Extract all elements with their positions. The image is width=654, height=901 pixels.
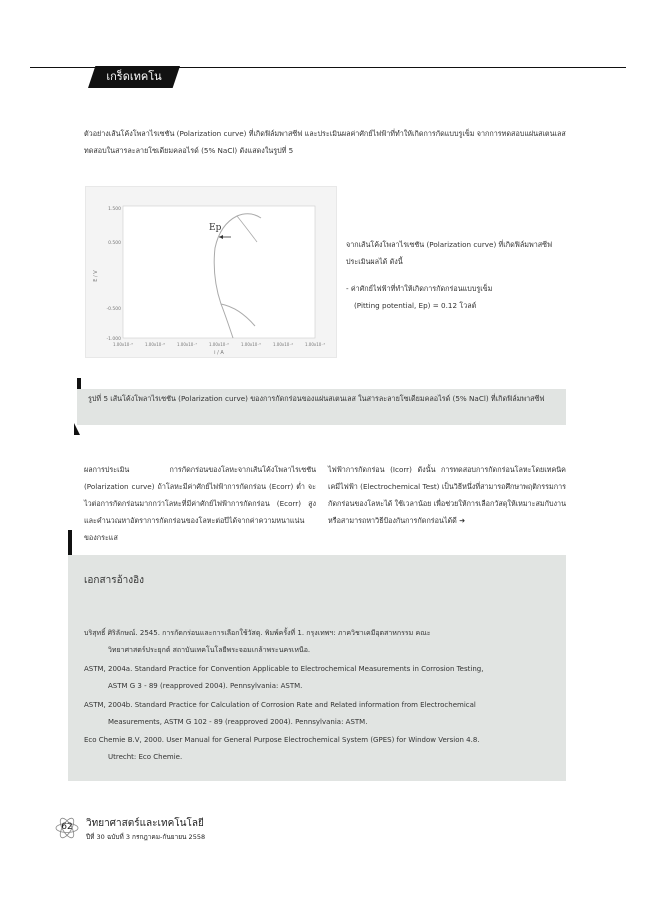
- chart-side-note: [346, 236, 566, 314]
- x-tick-label: 1.00x10⁻⁹: [112, 342, 134, 347]
- y-axis-label: E / V: [93, 270, 99, 282]
- x-tick-label: 1.00x10⁻⁷: [176, 342, 198, 347]
- journal-issue: ปีที่ 30 ฉบับที่ 3 กรกฎาคม-กันยายน 2558: [86, 833, 206, 841]
- journal-name: วิทยาศาสตร์และเทคโนโลยี: [86, 818, 204, 829]
- y-tick-label: -0.500: [106, 307, 121, 312]
- reference-item: [84, 625, 562, 659]
- page-number: 62: [61, 822, 73, 832]
- reference-text-continued: ASTM G 3 - 89 (reapproved 2004). Pennsylvania: ASTM.: [108, 682, 303, 690]
- reference-item: [84, 697, 562, 731]
- x-tick-labels: [113, 342, 325, 347]
- x-tick-label: 1.00x10⁻⁸: [144, 342, 166, 347]
- reference-text: ASTM, 2004b. Standard Practice for Calculation of Corrosion Rate and Related information from Electrochemical: [84, 701, 476, 709]
- references-title: เอกสารอ้างอิง: [84, 575, 144, 586]
- reference-item: [84, 732, 562, 766]
- side-note-value: (Pitting potential, Ep) = 0.12 โวลต์: [354, 301, 477, 310]
- body-column-right: ไฟฟ้าการกัดกร่อน (Icorr) ดังนั้น การทดสอบการกัดกร่อนโลหะโดยเทคนิคเคมีไฟฟ้า (Electrochemical Test) เป็นวิธีหนึ่งที่สามารถศึกษาพฤติกรรมการกัดกร่อนของโลหะได้ ใช้เวลาน้อย เพื่อช่วยให้การเลือกวัสดุให้เหมาะสมกับงานหรือสามารถหาวิธีป้องกันการกัดกร่อนได้ดี ➜: [328, 465, 567, 525]
- y-tick-label: 1.500: [108, 207, 121, 212]
- x-tick-label: 1.00x10⁻⁵: [240, 342, 262, 347]
- reference-text-continued: Measurements, ASTM G 102 - 89 (reapproved 2004). Pennsylvania: ASTM.: [108, 718, 368, 726]
- y-tick-label: -1.000: [106, 337, 121, 342]
- ep-annotation: Ep: [209, 223, 222, 233]
- intro-paragraph: ตัวอย่างเส้นโค้งโพลาไรเซชัน (Polarization curve) ที่เกิดฟิล์มพาสซีฟ และประเมินผลค่าศักย์ไฟฟ้าที่ทำให้เกิดการกัดแบบรูเข็ม จากการทดสอบแผ่นสเตนเลส ทดสอบในสารละลายโซเดียมคลอไรด์ (5% NaCl) ดังแสดงในรูปที่ 5: [84, 129, 566, 155]
- reference-text: Eco Chemie B.V, 2000. User Manual for General Purpose Electrochemical System (GPES) for Window Version 4.8.: [84, 736, 480, 744]
- y-tick-label: 0.500: [108, 241, 121, 246]
- x-tick-label: 1.00x10⁻⁶: [208, 342, 230, 347]
- y-tick-labels: [106, 206, 121, 342]
- reference-text-continued: Utrecht: Eco Chemie.: [108, 753, 183, 761]
- body-column-left: ผลการประเมิน การกัดกร่อนของโลหะจากเส้นโค้งโพลาไรเซชัน (Polarization curve) ถ้าโลหะมีค่าศักย์ไฟฟ้าการกัดกร่อน (Ecorr) ต่ำ จะไวต่อการกัดกร่อนมากกว่าโลหะที่มีค่าศักย์ไฟฟ้าการกัดกร่อน (Ecorr) สูง และคำนวณหาอัตราการกัดกร่อนของโลหะต่อปีได้จากค่าความหนาแน่นของกระแส: [84, 465, 316, 542]
- x-tick-label: 1.00x10⁻³: [304, 342, 326, 347]
- references-marker: [68, 530, 72, 556]
- side-note-bullet: - ค่าศักย์ไฟฟ้าที่ทำให้เกิดการกัดกร่อนแบบรูเข็ม: [346, 284, 493, 293]
- x-tick-label: 1.00x10⁻⁴: [272, 342, 294, 347]
- side-note-intro: จากเส้นโค้งโพลาไรเซชัน (Polarization curve) ที่เกิดฟิล์มพาสซีฟ ประเมินผลได้ ดังนี้: [346, 240, 553, 266]
- reference-text: ASTM, 2004a. Standard Practice for Convention Applicable to Electrochemical Measurements in Corrosion Testing,: [84, 665, 484, 673]
- section-tab-label: เกร็ดเทคโน: [106, 70, 162, 83]
- reference-text-continued: วิทยาศาสตร์ประยุกต์ สถาบันเทคโนโลยีพระจอมเกล้าพระนครเหนือ.: [108, 646, 311, 654]
- figure-caption: รูปที่ 5 เส้นโค้งโพลาไรเซชัน (Polarization curve) ของการกัดกร่อนของแผ่นสเตนเลส ในสารละลายโซเดียมคลอไรด์ (5% NaCl) ที่เกิดฟิล์มพาสซีฟ: [88, 394, 545, 403]
- reference-item: [84, 661, 562, 695]
- polarization-curve-chart: [85, 186, 335, 356]
- reference-text: บริสุทธิ์ ศิริลักษณ์. 2545. การกัดกร่อนและการเลือกใช้วัสดุ. พิมพ์ครั้งที่ 1. กรุงเทพฯ: ภาควิชาเคมีอุตสาหกรรม คณะ: [84, 629, 431, 637]
- x-axis-label: i / A: [214, 350, 224, 356]
